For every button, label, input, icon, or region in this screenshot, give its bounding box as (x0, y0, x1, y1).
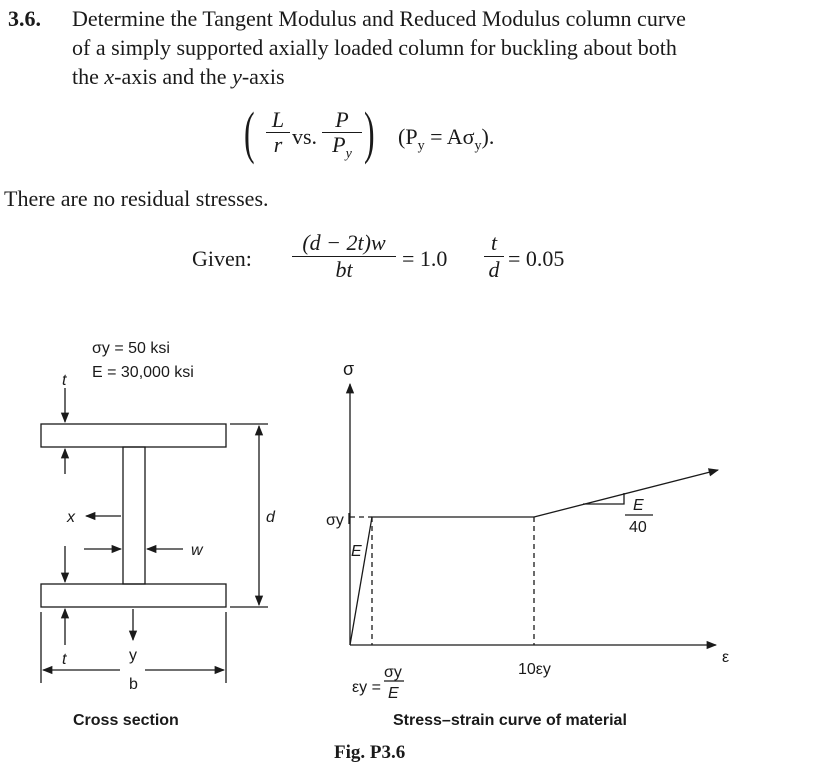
vs-label: vs. (292, 124, 318, 149)
given-fraction-1: (d − 2t)w bt (292, 230, 396, 283)
w-label: w (191, 542, 203, 559)
problem-number: 3.6. (8, 6, 41, 31)
left-paren: ( (244, 100, 255, 165)
figure-label: Fig. P3.6 (334, 742, 406, 763)
residual-stress-note: There are no residual stresses. (4, 186, 269, 211)
top-flange (41, 424, 226, 447)
E40-denominator: 40 (629, 519, 647, 536)
E-slope-label: E (351, 543, 362, 560)
strain-hardening-line (534, 470, 718, 517)
t-bottom-label: t (62, 651, 67, 668)
E40-numerator: E (633, 497, 644, 514)
problem-line-3: the x-axis and the y-axis (72, 64, 285, 89)
given-value-2: = 0.05 (508, 246, 565, 271)
right-paren: ) (364, 100, 375, 165)
given-fraction-2: t d (484, 230, 504, 283)
eps-y-numerator: σy (384, 664, 402, 681)
ten-eps-y-label: 10εy (518, 661, 551, 678)
d-label: d (266, 509, 275, 526)
epsilon-axis-label: ε (722, 649, 730, 666)
stress-strain-curve (350, 517, 534, 645)
problem-line-2: of a simply supported axially loaded column for buckling about both (72, 35, 677, 60)
py-definition: $(P_y = A\sigma_y)$. (398, 124, 495, 154)
cross-section-figure (41, 388, 268, 683)
t-top-label: t (62, 372, 67, 389)
stress-strain-figure (349, 384, 718, 681)
eps-y-label: εy = (352, 679, 381, 696)
sigma-y-value: σy = 50 ksi (92, 340, 170, 357)
given-value-1: = 1.0 (402, 246, 448, 271)
fraction-L-over-r: L r (266, 108, 290, 157)
problem-line-1: Determine the Tangent Modulus and Reduced Modulus column curve (72, 6, 686, 31)
eps-y-denominator: E (388, 685, 399, 702)
fraction-P-over-Py: P $P_y$ (322, 108, 362, 166)
web (123, 447, 145, 584)
y-axis-label: y (129, 647, 137, 664)
stress-strain-caption: Stress–strain curve of material (393, 712, 627, 729)
sigma-y-tick-label: σy (326, 512, 344, 529)
bottom-flange (41, 584, 226, 607)
sigma-axis-label: σ (343, 359, 355, 379)
x-axis-label: x (67, 509, 75, 526)
E-value: E = 30,000 ksi (92, 364, 194, 381)
cross-section-caption: Cross section (73, 712, 179, 729)
given-label: Given: (192, 246, 252, 271)
b-label: b (129, 676, 138, 693)
